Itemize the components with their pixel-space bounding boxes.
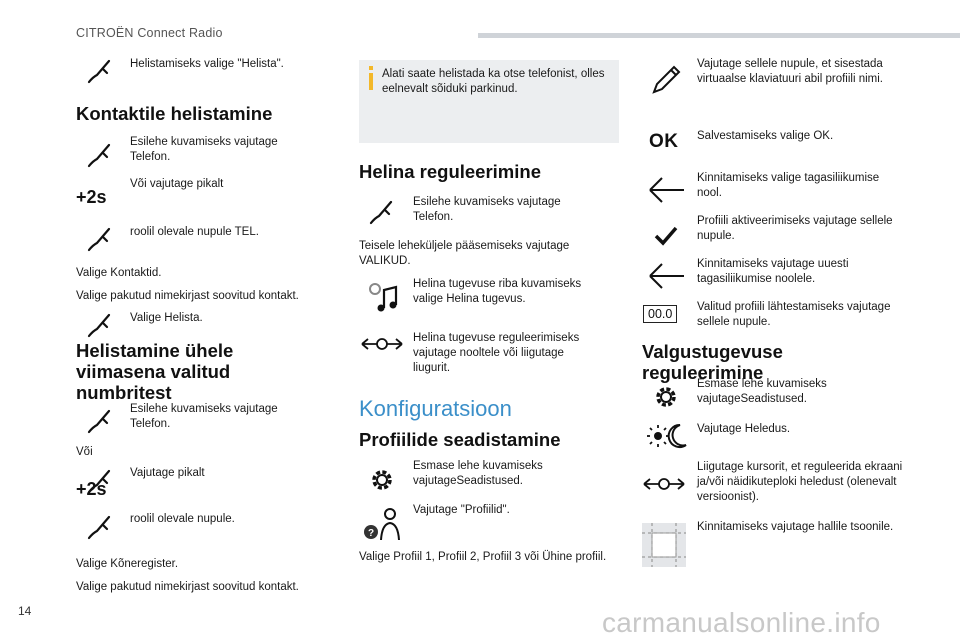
pencil-icon bbox=[648, 62, 684, 98]
step-call-2: Valige Helista. bbox=[130, 312, 203, 324]
gray-zone-icon bbox=[642, 523, 686, 567]
heading-contacts: Kontaktile helistamine bbox=[76, 103, 273, 124]
ok-label: OK bbox=[649, 131, 679, 152]
touch-icon bbox=[82, 52, 118, 88]
page-number: 14 bbox=[18, 604, 32, 618]
select-contact-1: Valige pakutud nimekirjast soovitud kontakt. bbox=[76, 290, 299, 302]
step-profiles: Vajutage "Profiilid". bbox=[413, 504, 510, 516]
back-arrow-icon bbox=[646, 172, 686, 208]
step-name: Vajutage sellele nupule, et sisestada virtuaalse klaviatuuri abil profiili nimi. bbox=[697, 58, 883, 85]
steering-mic-icon bbox=[76, 474, 120, 504]
ok-icon bbox=[649, 131, 679, 153]
step-phone-1: Esilehe kuvamiseks vajutage Telefon. bbox=[130, 136, 278, 163]
step-gray: Kinnitamiseks vajutage hallile tsoonile. bbox=[697, 521, 894, 533]
select-contact-2: Valige pakutud nimekirjast soovitud kontakt. bbox=[76, 581, 299, 593]
gear-icon bbox=[648, 379, 684, 415]
mic-label: +2s bbox=[76, 186, 107, 207]
info-icon bbox=[365, 66, 377, 90]
step-cursor: Liigutage kursorit, et reguleerida ekraani ja/või näidikuteploki heledust (olenevalt versioonist). bbox=[697, 461, 903, 503]
touch-icon bbox=[82, 136, 118, 172]
step-tel: roolil olevale nupule TEL. bbox=[130, 226, 259, 238]
select-profile: Valige Profiil 1, Profiil 2, Profiil 3 või Ühine profiil. bbox=[359, 551, 607, 563]
touch-icon bbox=[82, 220, 118, 256]
step-ring-phone: Esilehe kuvamiseks vajutage Telefon. bbox=[413, 196, 561, 223]
or-text: Või bbox=[76, 446, 93, 458]
select-contacts: Valige Kontaktid. bbox=[76, 267, 162, 279]
step-call-1: Helistamiseks valige "Helista". bbox=[130, 58, 284, 70]
svg-text:?: ? bbox=[368, 528, 375, 539]
mic-label: +2s bbox=[76, 478, 107, 499]
step-ok: Salvestamiseks valige OK. bbox=[697, 130, 834, 142]
brightness-icon bbox=[646, 418, 688, 454]
select-voice: Valige Kõneregister. bbox=[76, 558, 179, 570]
touch-icon bbox=[82, 306, 118, 342]
step-ring-adjust: Helina tugevuse reguleerimiseks vajutage nooltele või liigutage liugurit. bbox=[413, 332, 580, 374]
reset-icon bbox=[643, 305, 677, 323]
touch-icon bbox=[82, 508, 118, 544]
ringtone-settings-icon bbox=[364, 278, 400, 314]
heading-profiles: Profiilide seadistamine bbox=[359, 429, 561, 450]
step-settings: Esmase lehe kuvamiseks vajutageSeadistused. bbox=[413, 460, 543, 487]
step-long-2: Vajutage pikalt bbox=[130, 467, 205, 479]
back-arrow-icon bbox=[646, 258, 686, 294]
slider-arrows-icon bbox=[360, 326, 404, 362]
header-bar bbox=[478, 33, 960, 38]
watermark: carmanualsonline.info bbox=[602, 607, 881, 638]
step-wheel: roolil olevale nupule. bbox=[130, 513, 235, 525]
checkmark-icon bbox=[648, 218, 684, 254]
step-back-1: Kinnitamiseks valige tagasiliikumise nool. bbox=[697, 172, 880, 199]
heading-brightness: Valgustugevuse reguleerimine bbox=[642, 341, 783, 383]
reset-label: 00.0 bbox=[643, 305, 677, 323]
heading-recent: Helistamine ühele viimasena valitud numbritest bbox=[76, 340, 234, 403]
step-back-2: Kinnitamiseks vajutage uuesti tagasiliikumise noolele. bbox=[697, 258, 849, 285]
touch-icon bbox=[364, 193, 400, 229]
step-ring-bar: Helina tugevuse riba kuvamiseks valige Helina tugevus. bbox=[413, 278, 582, 305]
gear-icon bbox=[364, 462, 400, 498]
step-activate: Profiili aktiveerimiseks vajutage sellele nupule. bbox=[697, 215, 893, 242]
heading-config: Konfiguratsioon bbox=[359, 396, 512, 421]
step-reset: Valitud profiili lähtestamiseks vajutage sellele nupule. bbox=[697, 301, 891, 328]
slider-arrows-icon bbox=[642, 466, 686, 502]
info-note: Alati saate helistada ka otse telefonist, olles eelnevalt sõiduki parkinud. bbox=[382, 68, 605, 95]
step-long-1: Või vajutage pikalt bbox=[130, 178, 224, 190]
steering-mic-icon bbox=[76, 182, 120, 212]
touch-icon bbox=[82, 402, 118, 438]
profile-icon bbox=[362, 506, 402, 542]
step-phone-2: Esilehe kuvamiseks vajutage Telefon. bbox=[130, 403, 278, 430]
heading-ringtone: Helina reguleerimine bbox=[359, 161, 541, 182]
step-brightness-settings: Esmase lehe kuvamiseks vajutageSeadistused. bbox=[697, 378, 827, 405]
header-title: CITROËN Connect Radio bbox=[76, 26, 223, 40]
step-brightness: Vajutage Heledus. bbox=[697, 423, 791, 435]
step-options: Teisele leheküljele pääsemiseks vajutage VALIKUD. bbox=[359, 240, 570, 267]
